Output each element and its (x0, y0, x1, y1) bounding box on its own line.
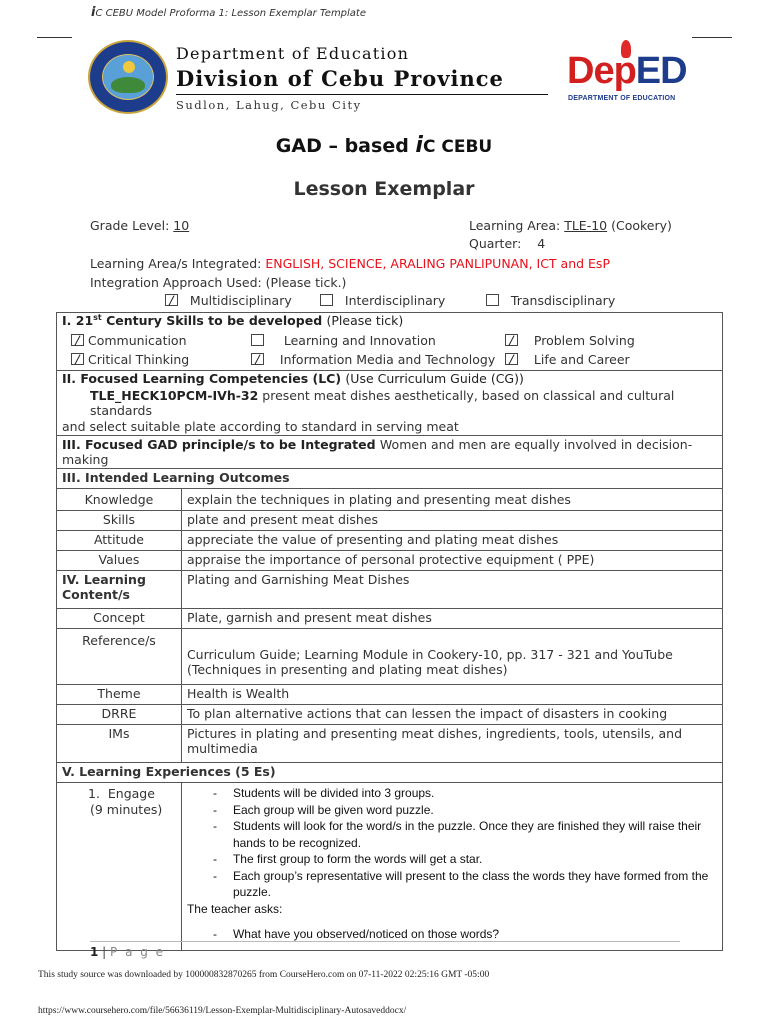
engage-time: (9 minutes) (90, 802, 163, 817)
learning-area: Learning Area: TLE-10 (Cookery) (469, 218, 672, 233)
skill-problem-solving: Problem Solving (505, 333, 635, 348)
lesson-table (56, 312, 723, 951)
section-2-title: II. Focused Learning Competencies (LC) (Use Curriculum Guide (CG)) (62, 371, 524, 386)
list-item: - Students will look for the word/s in the puzzle. Once they are finished they will raise their hands to be recognized. (187, 818, 717, 851)
content-row-concept: Concept Plate, garnish and present meat dishes (57, 609, 723, 629)
skill-critical-thinking: Critical Thinking (71, 352, 189, 367)
proforma-header: iC CEBU Model Proforma 1: Lesson Exemplar Template (91, 5, 367, 20)
experiences-title: V. Learning Experiences (5 Es) (57, 763, 723, 783)
document-title: GAD – based iC CEBU (275, 133, 493, 158)
content-row-ims: IMs Pictures in plating and presenting meat dishes, ingredients, tools, utensils, and multimedia (57, 725, 723, 763)
source-notice: This study source was downloaded by 100000832870265 from CourseHero.com on 07-11-2022 02:25:16 GMT -05:00 (38, 970, 490, 980)
list-item: - Each group will be given word puzzle. (187, 802, 717, 819)
gad-principle-value: Women and men are equally involved in decision-making (62, 437, 693, 467)
approach-interdisciplinary: Interdisciplinary (320, 293, 445, 308)
engage-label: 1. Engage (88, 786, 155, 801)
checkbox-problem-solving[interactable] (505, 334, 518, 346)
quarter: Quarter: 4 (469, 236, 546, 251)
section-1-title: I. 21st Century Skills to be developed (Please tick) (62, 313, 404, 329)
section-century-skills (57, 313, 723, 371)
skill-learning-innovation: Learning and Innovation (251, 333, 436, 348)
skill-life-career: Life and Career (505, 352, 630, 367)
content-row-references: Reference/s Curriculum Guide; Learning Module in Cookery-10, pp. 317 - 321 and YouTube (Techniques in presenting and plating meat dishes) (57, 629, 723, 685)
section-learning-experiences (57, 763, 723, 783)
checkbox-transdisciplinary[interactable] (486, 294, 499, 306)
division-underline (176, 94, 548, 95)
competency-text: TLE_HECK10PCM-IVh-32 present meat dishes aesthetically, based on classical and cultural standards (90, 388, 675, 418)
document-subtitle: Lesson Exemplar (293, 178, 475, 200)
page-number: 1 | P a g e (90, 945, 166, 959)
checkbox-communication[interactable] (71, 334, 84, 346)
skill-communication: Communication (71, 333, 187, 348)
content-value: Plating and Garnishing Meat Dishes (181, 571, 722, 609)
list-item: - The first group to form the words will get a star. (187, 851, 717, 868)
competency-code: TLE_HECK10PCM-IVh-32 (90, 388, 259, 403)
section-outcomes (57, 469, 723, 489)
outcome-row-values: Values appraise the importance of personal protective equipment ( PPE) (57, 551, 723, 571)
section-learning-content (57, 571, 723, 609)
skill-info-media-tech: Information Media and Technology (251, 352, 495, 367)
footer-rule (90, 941, 680, 942)
list-item: - Students will be divided into 3 groups. (187, 785, 717, 802)
source-url[interactable]: https://www.coursehero.com/file/56636119/Lesson-Exemplar-Multidisciplinary-Autosaveddocx/ (38, 1006, 407, 1016)
section-3-title: III. Focused GAD principle/s to be Integrated (62, 437, 380, 452)
content-row-drre: DRRE To plan alternative actions that can lessen the impact of disasters in cooking (57, 705, 723, 725)
approach-transdisciplinary: Transdisciplinary (486, 293, 615, 308)
section-competencies (57, 371, 723, 436)
division-name: Division of Cebu Province (176, 66, 504, 91)
areas-integrated: Learning Area/s Integrated: ENGLISH, SCIENCE, ARALING PANLIPUNAN, ICT and EsP (90, 256, 610, 271)
experience-row-engage (57, 783, 723, 951)
approach-multidisciplinary: Multidisciplinary (165, 293, 292, 308)
teacher-asks: The teacher asks: (186, 901, 283, 916)
checkbox-interdisciplinary[interactable] (320, 294, 333, 306)
content-title: IV. Learning Content/s (57, 571, 182, 609)
deped-logo: DepED DEPARTMENT OF EDUCATION (565, 38, 683, 110)
header-rule-right (692, 37, 732, 38)
list-item: - What have you observed/noticed on those words? (187, 926, 717, 943)
checkbox-info-media-tech[interactable] (251, 353, 264, 365)
outcomes-title: III. Intended Learning Outcomes (57, 469, 723, 489)
content-row-theme: Theme Health is Wealth (57, 685, 723, 705)
outcome-row-knowledge: Knowledge explain the techniques in plating and presenting meat dishes (57, 489, 723, 511)
checkbox-multidisciplinary[interactable] (165, 294, 178, 306)
department-name: Department of Education (176, 44, 410, 63)
checkbox-life-career[interactable] (505, 353, 518, 365)
outcome-row-skills: Skills plate and present meat dishes (57, 511, 723, 531)
checkbox-critical-thinking[interactable] (71, 353, 84, 365)
outcome-row-attitude: Attitude appreciate the value of presenting and plating meat dishes (57, 531, 723, 551)
section-gad-principle (57, 436, 723, 469)
list-item: - Each group’s representative will present to the class the words they have formed from the puzzle. (187, 868, 717, 901)
competency-text-cont: and select suitable plate according to standard in serving meat (62, 419, 459, 434)
teacher-question-list (187, 926, 717, 943)
grade-level: Grade Level: 10 (90, 218, 190, 233)
engage-activity-list (187, 785, 717, 901)
header-rule-left (37, 37, 72, 38)
integration-approach-label: Integration Approach Used: (Please tick.) (90, 275, 347, 290)
division-seal-logo (88, 40, 168, 114)
checkbox-learning-innovation[interactable] (251, 334, 264, 346)
division-address: Sudlon, Lahug, Cebu City (176, 98, 362, 112)
